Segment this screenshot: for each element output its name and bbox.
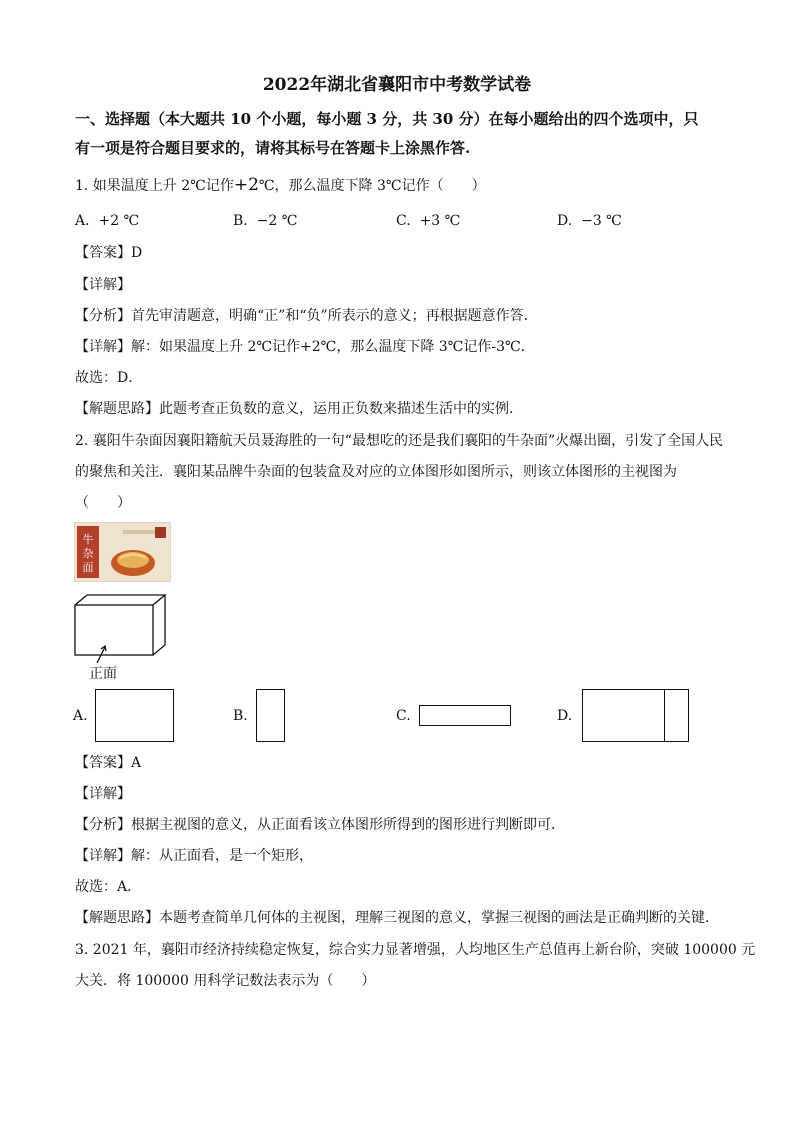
q2-answer <box>75 753 734 773</box>
option-letter: B. <box>233 213 248 229</box>
answer-tag: 【答案】 <box>75 755 131 771</box>
cuboid-figure <box>70 593 170 658</box>
option-text: −3 ℃ <box>581 213 622 229</box>
idea-tag: 【解题思路】 <box>75 401 159 417</box>
q2-stem-line1: 2. 襄阳牛杂面因襄阳籍航天员聂海胜的一句“最想吃的还是我们襄阳的牛杂面”火爆出圈，引发了全国人民 <box>75 433 724 449</box>
q1-option-b <box>233 211 297 231</box>
option-letter: C. <box>396 213 411 229</box>
q1-detail-heading: 【详解】 <box>75 277 131 293</box>
svg-text:面: 面 <box>82 561 94 574</box>
q3-stem-line1: 3. 2021 年，襄阳市经济持续稳定恢复，综合实力显著增强，人均地区生产总值再上新台阶，突破 100000 元 <box>75 942 756 958</box>
q2-option-d-shape <box>582 689 689 742</box>
option-letter: D. <box>557 213 573 229</box>
q1-idea <box>75 399 734 419</box>
q1-detail <box>75 337 734 357</box>
svg-text:牛: 牛 <box>82 533 94 546</box>
q2-detail <box>75 846 734 866</box>
noodle-package-illustration <box>75 523 170 581</box>
q2-analysis <box>75 815 734 835</box>
q2-option-a-letter: A. <box>73 708 88 724</box>
option-text: +3 ℃ <box>419 213 461 229</box>
q2-option-c-letter: C. <box>396 708 411 724</box>
svg-text:杂: 杂 <box>82 547 94 560</box>
q1-stem <box>75 175 734 196</box>
q2-option-b-shape <box>256 689 285 742</box>
section-heading-line2: 有一项是符合题目要求的，请将其标号在答题卡上涂黑作答. <box>75 139 471 157</box>
analysis-text: 根据主视图的意义，从正面看该立体图形所得到的图形进行判断即可． <box>131 817 565 833</box>
q1-stem-part1: 1. 如果温度上升 2℃记作 <box>75 178 234 194</box>
q2-idea <box>75 908 734 928</box>
q1-stem-part2: ℃，那么温度下降 3℃记作（ ） <box>258 178 486 194</box>
q2-option-d-letter: D. <box>557 708 573 724</box>
q2-option-b-letter: B. <box>233 708 248 724</box>
detail-text: 解：如果温度上升 2℃记作+2℃，那么温度下降 3℃记作-3℃． <box>131 339 535 355</box>
idea-text: 本题考查简单几何体的主视图，理解三视图的意义，掌握三视图的画法是正确判断的关键． <box>159 910 719 926</box>
option-text: −2 ℃ <box>256 213 298 229</box>
section-heading-line1: 一、选择题（本大题共 10 个小题，每小题 3 分，共 30 分）在每小题给出的四个选项中，只 <box>75 110 699 128</box>
answer-tag: 【答案】 <box>75 245 131 261</box>
detail-tag: 【详解】 <box>75 339 131 355</box>
q2-detail-heading: 【详解】 <box>75 786 131 802</box>
q2-stem-line2: 的聚焦和关注．襄阳某品牌牛杂面的包装盒及对应的立体图形如图所示，则该立体图形的主视图为 <box>75 464 677 480</box>
detail-tag: 【详解】 <box>75 848 131 864</box>
q2-option-a-shape <box>95 689 174 742</box>
q1-stem-plus2: +2 <box>233 175 259 195</box>
front-label: 正面 <box>89 666 117 682</box>
front-arrow-icon <box>92 643 112 665</box>
q1-option-a <box>75 211 139 231</box>
q1-option-c <box>396 211 460 231</box>
analysis-tag: 【分析】 <box>75 308 131 324</box>
noodle-package-photo <box>74 522 171 582</box>
option-text: +2 ℃ <box>98 213 140 229</box>
q2-choose: 故选：A． <box>75 879 142 895</box>
exam-title: 2022年湖北省襄阳市中考数学试卷 <box>262 75 532 95</box>
q2-option-c-shape <box>419 705 511 726</box>
q1-answer <box>75 243 734 263</box>
answer-value: D <box>131 245 143 261</box>
q2-option-d-divider <box>664 689 665 742</box>
answer-value: A <box>131 755 142 771</box>
q1-choose: 故选：D． <box>75 370 143 386</box>
option-letter: A. <box>75 213 90 229</box>
detail-text: 解：从正面看，是一个矩形， <box>131 848 313 864</box>
q1-option-d <box>557 211 622 231</box>
analysis-text: 首先审清题意，明确“正”和“负”所表示的意义；再根据题意作答． <box>131 308 538 324</box>
q2-stem-line3: （ ） <box>75 495 131 511</box>
idea-tag: 【解题思路】 <box>75 910 159 926</box>
q1-analysis <box>75 306 734 326</box>
analysis-tag: 【分析】 <box>75 817 131 833</box>
idea-text: 此题考查正负数的意义，运用正负数来描述生活中的实例． <box>159 401 523 417</box>
q3-stem-line2: 大关．将 100000 用科学记数法表示为（ ） <box>75 973 376 989</box>
